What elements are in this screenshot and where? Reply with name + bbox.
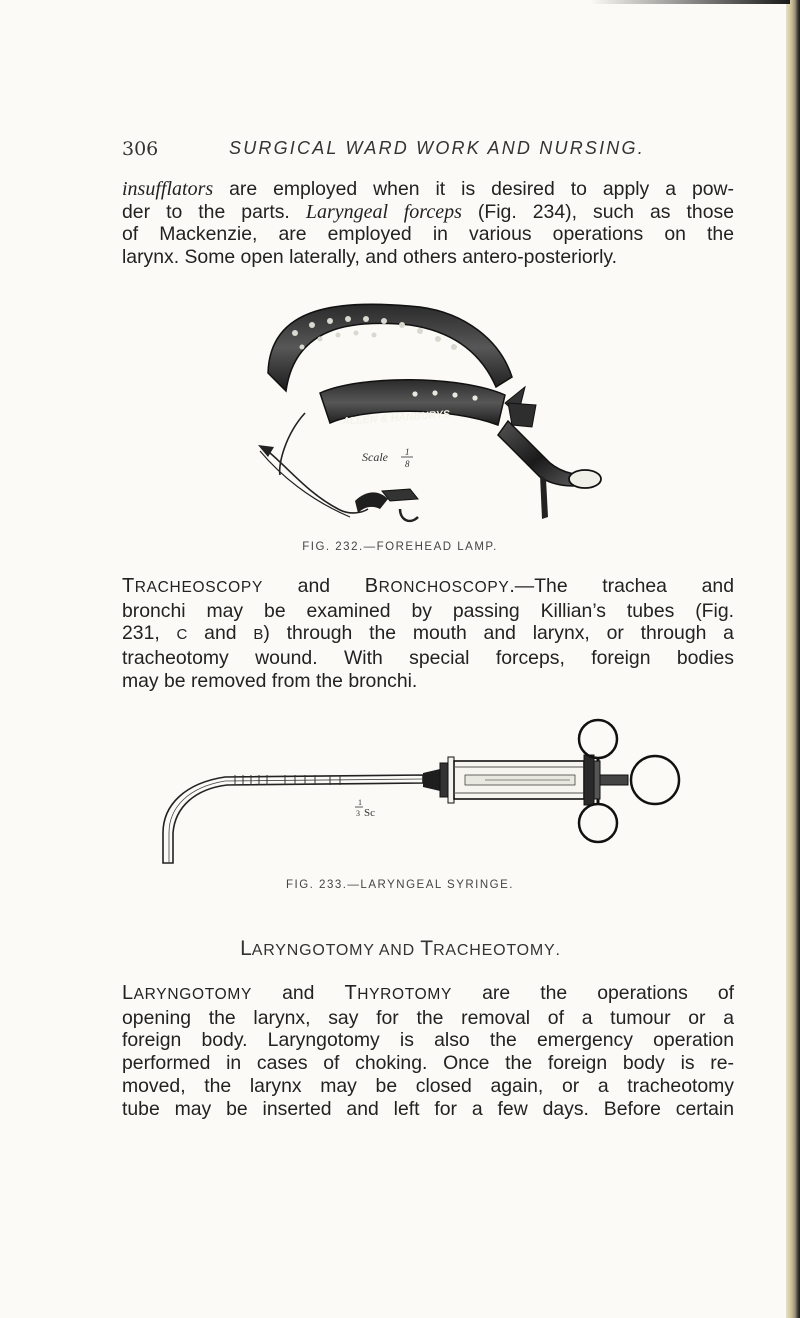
page-header	[122, 138, 734, 164]
text-run: .—The trachea and	[509, 575, 734, 597]
small-caps-initial: T	[420, 937, 434, 960]
text-line	[122, 622, 734, 647]
text-run: are employed when it is desired to apply a pow-	[213, 178, 734, 200]
scale-denominator: 8	[405, 459, 410, 469]
small-caps-initial: T	[122, 575, 135, 597]
small-caps-initial: T	[344, 982, 358, 1004]
text-run: are the operations of	[452, 982, 734, 1004]
figure-forehead-lamp	[250, 295, 610, 530]
text-run: ) through the mouth and larynx, or through a	[263, 622, 734, 645]
text-run: and	[187, 622, 254, 645]
text-line	[122, 575, 734, 600]
scale-label: Sc	[364, 807, 375, 819]
small-caps-term: ARYNGOTOMY	[133, 986, 253, 1003]
text-line: larynx. Some open laterally, and others antero-posteriorly.	[122, 246, 618, 269]
small-caps-initial: L	[240, 937, 252, 960]
text-line	[122, 201, 734, 224]
text-line: may be removed from the bronchi.	[122, 669, 418, 692]
scale-numerator: 1	[358, 798, 362, 807]
small-caps-initial: B	[364, 575, 379, 597]
text-line: tracheotomy wound. With special forceps, foreign bodies	[122, 647, 734, 670]
text-run: der to the parts.	[122, 200, 306, 223]
small-caps-term: RACHEOSCOPY	[134, 579, 263, 596]
text-run: .	[555, 942, 560, 959]
text-line: bronchi may be examined by passing Killian’s tubes (Fig.	[122, 599, 734, 622]
scale-numerator: 1	[405, 447, 410, 457]
small-caps-initial: L	[122, 982, 134, 1004]
text-line	[122, 982, 734, 1007]
text-line: foreign body. Laryngotomy is also the emergency operation	[122, 1029, 734, 1052]
text-line	[122, 178, 734, 201]
text-line: tube may be inserted and left for a few days. Before certain	[122, 1097, 734, 1120]
small-caps-term: RONCHOSCOPY	[378, 579, 510, 596]
scale-label: Scale	[362, 450, 388, 464]
forehead-lamp-illustration	[250, 295, 610, 530]
small-caps-term: RACHEOTOMY	[433, 942, 556, 959]
paragraph-tracheoscopy	[122, 575, 734, 693]
paragraph-laryngotomy	[122, 982, 734, 1120]
small-caps-term: ARYNGOTOMY	[251, 942, 375, 959]
running-head: SURGICAL WARD WORK AND NURSING.	[229, 138, 645, 158]
italic-term: Laryngeal forceps	[305, 200, 462, 223]
text-run: and	[252, 982, 345, 1004]
small-caps-letter: B	[253, 626, 264, 644]
book-edge-top	[590, 0, 790, 4]
text-line: performed in cases of choking. Once the foreign body is re-	[122, 1052, 734, 1075]
laryngeal-syringe-illustration	[155, 715, 695, 865]
text-line: moved, the larynx may be closed again, or a tracheotomy	[122, 1074, 734, 1097]
scale-denominator: 3	[356, 809, 360, 818]
page-number: 306	[122, 138, 159, 160]
figure-laryngeal-syringe	[155, 715, 695, 865]
maker-name-label: ALLEN & HANBURYS	[342, 408, 451, 428]
small-caps-letter: C	[176, 626, 188, 644]
book-edge	[786, 0, 800, 1318]
paragraph-insufflators	[122, 178, 734, 269]
text-run: AND	[374, 942, 421, 959]
section-heading	[0, 937, 800, 961]
text-line: of Mackenzie, are employed in various operations on the	[122, 223, 734, 246]
italic-term: insufflators	[122, 178, 214, 200]
small-caps-term: HYROTOMY	[357, 986, 453, 1003]
text-run: 231,	[122, 622, 177, 645]
text-run: (Fig. 234), such as those	[461, 200, 734, 223]
figure-233-caption: FIG. 233.—LARYNGEAL SYRINGE.	[286, 879, 514, 891]
text-run: and	[263, 575, 365, 597]
text-line: opening the larynx, say for the removal of a tumour or a	[122, 1006, 734, 1029]
figure-232-caption: FIG. 232.—FOREHEAD LAMP.	[302, 541, 498, 553]
